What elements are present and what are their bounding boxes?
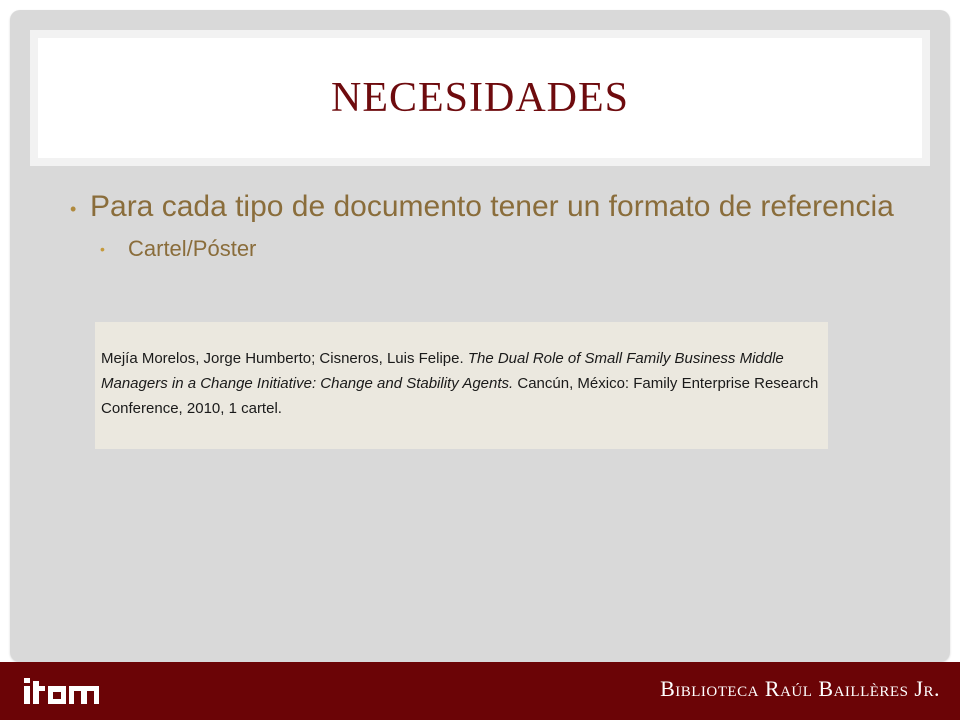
slide-title: NECESIDADES bbox=[330, 75, 629, 121]
sub-bullet-item bbox=[100, 234, 910, 264]
citation-publication: Cancún, México: Family Enterprise Research Conference, 2010, 1 cartel. bbox=[101, 375, 819, 417]
library-name: Biblioteca Raúl Baillères Jr. bbox=[660, 676, 940, 701]
bullet-dot-icon: • bbox=[70, 199, 77, 219]
citation-title: The Dual Role of Small Family Business Middle Managers in a Change Initiative: Change and Stability Agents. bbox=[101, 350, 784, 392]
citation-authors: Mejía Morelos, Jorge Humberto; Cisneros, Luis Felipe. bbox=[101, 350, 468, 367]
bullet-item bbox=[70, 190, 910, 226]
title-box bbox=[38, 38, 922, 158]
itam-logo bbox=[22, 672, 102, 712]
sub-bullet-dot-icon: • bbox=[100, 241, 105, 257]
bullet-text: Para cada tipo de documento tener un formato de referencia bbox=[90, 190, 894, 223]
footer-bar bbox=[0, 662, 960, 720]
title-frame bbox=[30, 30, 930, 166]
citation-example-box bbox=[95, 322, 828, 449]
sub-bullet-text: Cartel/Póster bbox=[128, 236, 257, 261]
bullet-list bbox=[70, 190, 910, 264]
